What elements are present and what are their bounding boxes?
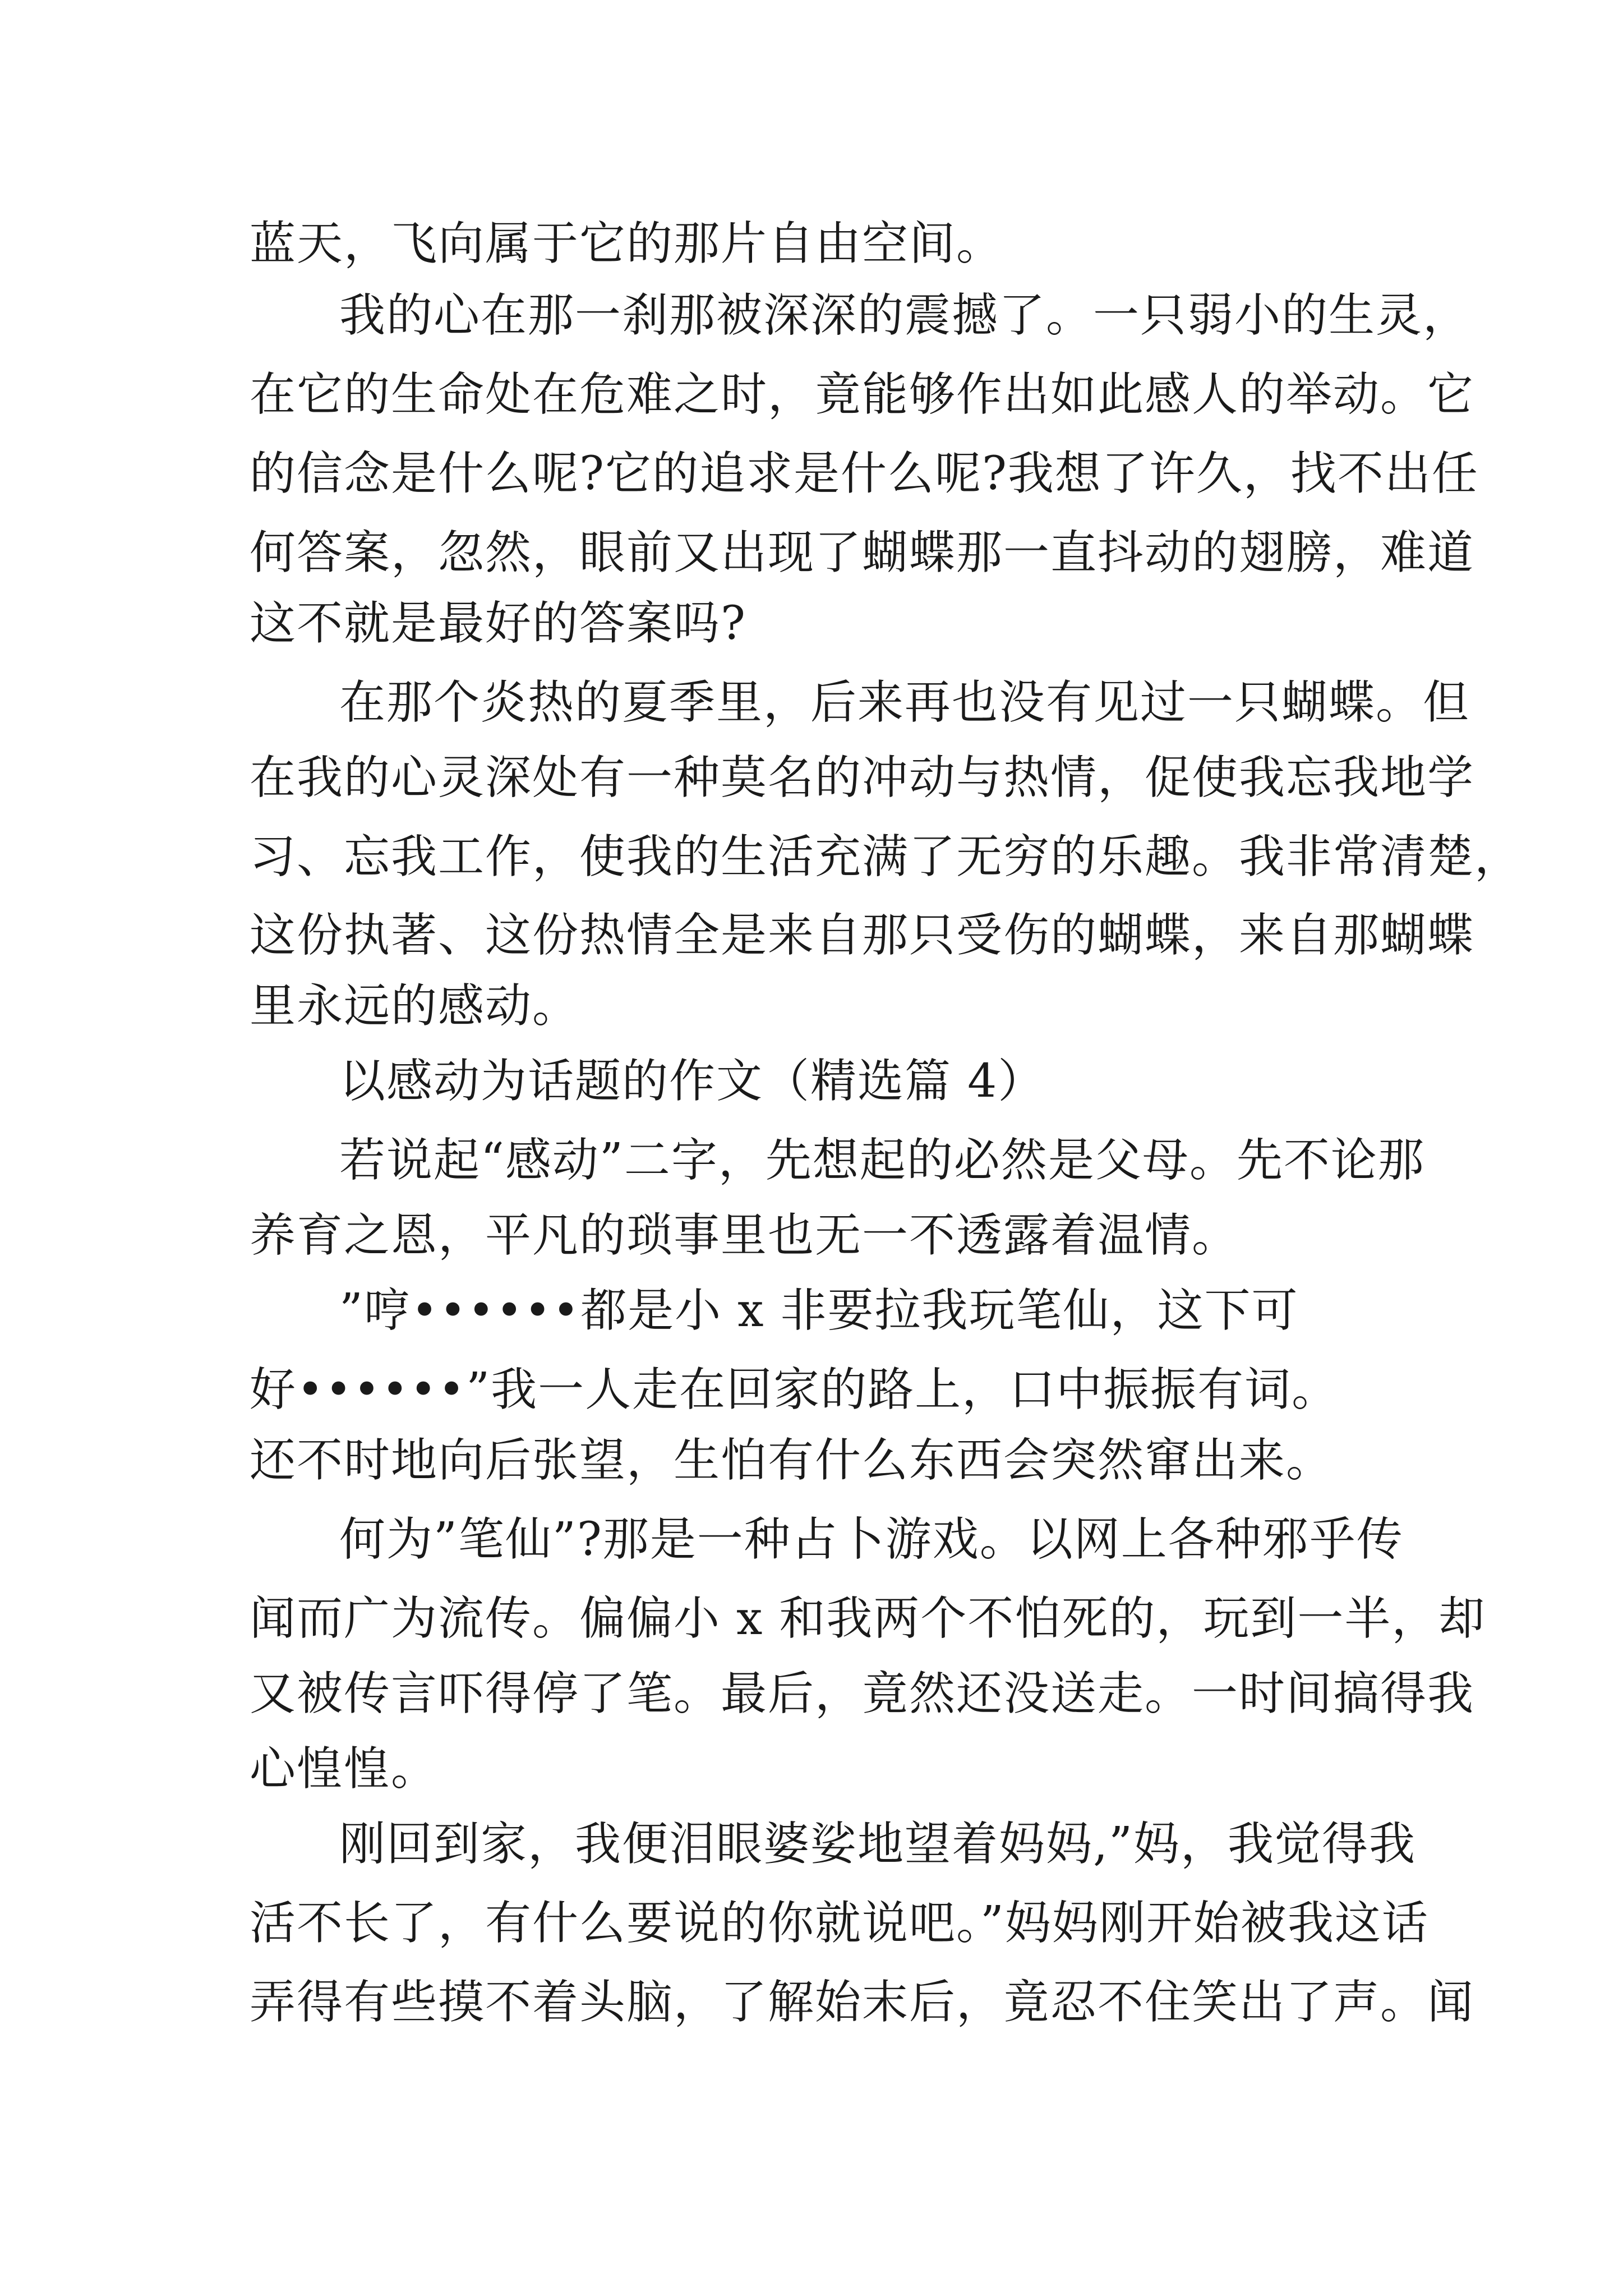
text-line-14: 养育之恩，平凡的琐事里也无一不透露着温情。	[250, 1209, 1239, 1262]
text-line-8: 在我的心灵深处有一种莫名的冲动与热情，促使我忘我地学	[250, 751, 1475, 804]
text-line-10: 这份执著、这份热情全是来自那只受伤的蝴蝶，来自那蝴蝶	[250, 909, 1475, 962]
text-line-6: 这不就是最好的答案吗?	[250, 597, 746, 650]
paragraph-start: ”哼••••••都是小 x 非要拉我玩笔仙，这下可	[339, 1284, 1299, 1337]
text-line-4: 的信念是什么呢?它的追求是什么呢?我想了许久，找不出任	[250, 447, 1479, 500]
text-line-24: 弄得有些摸不着头脑，了解始末后，竟忍不住笑出了声。闻	[250, 1976, 1475, 2029]
paragraph-start: 刚回到家，我便泪眼婆娑地望着妈妈,”妈，我觉得我	[339, 1818, 1416, 1871]
text-line-21: 心惶惶。	[250, 1742, 439, 1796]
paragraph-start: 何为”笔仙”?那是一种占卜游戏。以网上各种邪乎传	[339, 1513, 1404, 1566]
text-line-5: 何答案，忽然，眼前又出现了蝴蝶那一直抖动的翅膀，难道	[250, 526, 1475, 579]
text-line-19: 闻而广为流传。偏偏小 x 和我两个不怕死的，玩到一半，却	[250, 1592, 1486, 1645]
paragraph-start: 若说起“感动”二字，先想起的必然是父母。先不论那	[339, 1134, 1425, 1187]
text-line-23: 活不长了，有什么要说的你就说吧。”妈妈刚开始被我这话	[250, 1897, 1429, 1950]
text-line-3: 在它的生命处在危难之时，竟能够作出如此感人的举动。它	[250, 368, 1475, 421]
paragraph-start: 在那个炎热的夏季里，后来再也没有见过一只蝴蝶。但	[339, 676, 1470, 729]
text-line-16: 好••••••”我一人走在回家的路上，口中振振有词。	[250, 1363, 1339, 1416]
text-line-20: 又被传言吓得停了笔。最后，竟然还没送走。一时间搞得我	[250, 1667, 1475, 1720]
text-line-1: 蓝天，飞向属于它的那片自由空间。	[250, 217, 1004, 270]
text-line-9: 习、忘我工作，使我的生活充满了无穷的乐趣。我非常清楚，	[250, 830, 1522, 884]
paragraph-start: 我的心在那一刹那被深深的震撼了。一只弱小的生灵，	[339, 289, 1470, 342]
text-line-11: 里永远的感动。	[250, 979, 580, 1033]
text-line-17: 还不时地向后张望，生怕有什么东西会突然窜出来。	[250, 1434, 1334, 1487]
section-heading: 以感动为话题的作文（精选篇 4）	[339, 1055, 1045, 1108]
